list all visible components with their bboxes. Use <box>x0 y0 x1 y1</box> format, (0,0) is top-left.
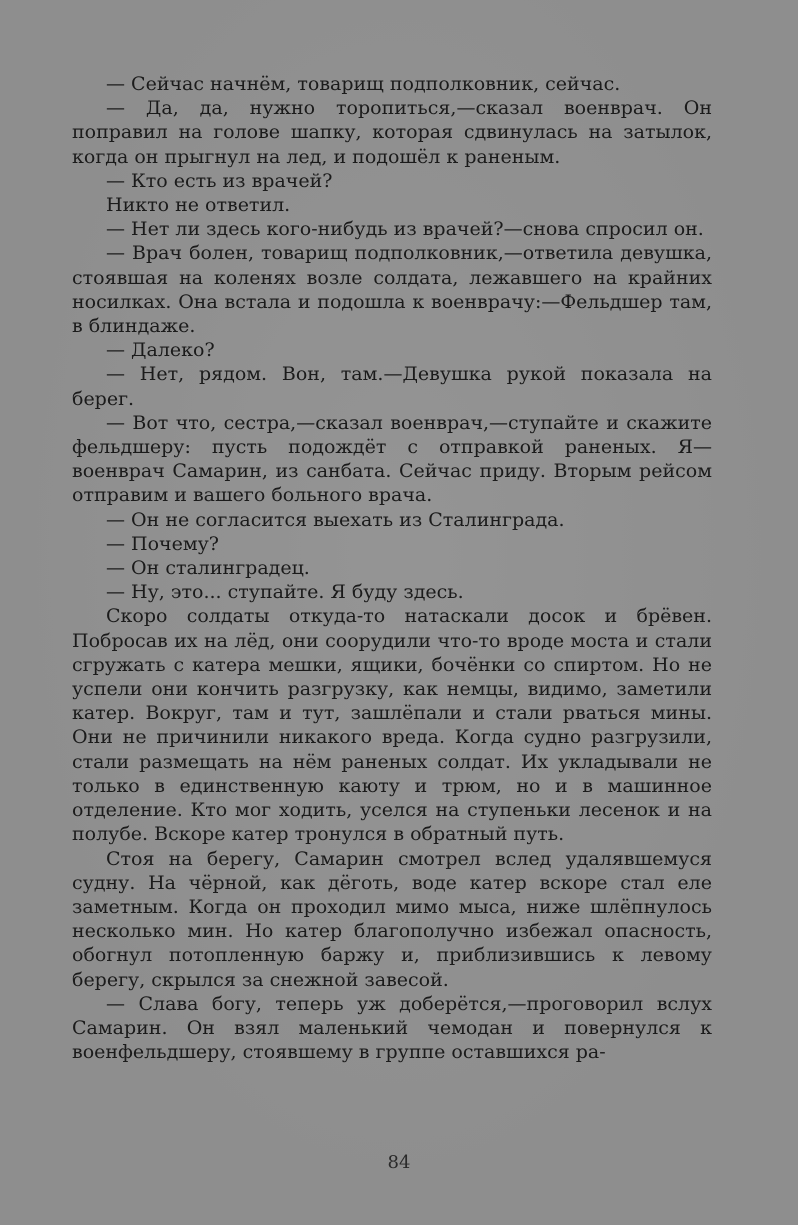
paragraph-4: Никто не ответил. <box>106 194 291 217</box>
paragraph-2: — Да, да, нужно торопиться,—сказал военврач. Он поправил на голове шапку, которая сдвинулась на затылок, когда он прыгнул на лед, и подошёл к раненым. <box>72 97 712 168</box>
paragraph-3: — Кто есть из врачей? <box>106 169 333 192</box>
page-number: 84 <box>387 1152 411 1173</box>
paragraph-9: — Вот что, сестра,—сказал военврач,—ступайте и скажите фельдшеру: пусть подождёт с отправкой раненых. Я—военврач Самарин, из санбата. Сейчас приду. Вторым рейсом отправим и вашего больного врача. <box>72 411 712 507</box>
paragraph-7: — Далеко? <box>106 339 215 362</box>
paragraph-11: — Почему? <box>106 532 219 555</box>
paragraph-5: — Нет ли здесь кого-нибудь из врачей?—снова спросил он. <box>106 218 704 241</box>
paragraph-6: — Врач болен, товарищ подполковник,—ответила девушка, стоявшая на коленях возле солдата, лежавшего на крайних носилках. Она встала и подошла к военврачу:—Фельдшер там, в блиндаже. <box>72 242 712 338</box>
paragraph-16: — Слава богу, теперь уж доберётся,—проговорил вслух Самарин. Он взял маленький чемодан и повернулся к военфельдшеру, стоявшему в группе оставшихся ра- <box>72 992 712 1064</box>
paragraph-10: — Он не согласится выехать из Сталинграда. <box>106 508 565 531</box>
paragraph-8: — Нет, рядом. Вон, там.—Девушка рукой показала на берег. <box>72 363 712 410</box>
page-text <box>72 72 712 1064</box>
paragraph-15: Стоя на берегу, Самарин смотрел вслед удалявшемуся судну. На чёрной, как дёготь, воде катер вскоре стал еле заметным. Когда он проходил мимо мыса, ниже шлёпнулось несколько мин. Но катер благополучно избежал опасность, обогнул потопленную баржу и, приблизившись к левому берегу, скрылся за снежной завесой. <box>72 847 712 991</box>
paragraph-12: — Он сталинградец. <box>106 557 310 580</box>
paragraph-14: Скоро солдаты откуда-то натаскали досок и брёвен. Побросав их на лёд, они соорудили что-то вроде моста и стали сгружать с катера мешки, ящики, бочёнки со спиртом. Но не успели они кончить разгрузку, как немцы, видимо, заметили катер. Вокруг, там и тут, зашлёпали и стали рваться мины. Они не причинили никакого вреда. Когда судно разгрузили, стали размещать на нём раненых солдат. Их укладывали не только в единственную каюту и трюм, но и в машинное отделение. Кто мог ходить, уселся на ступеньки лесенок и на полубе. Вскоре катер тронулся в обратный путь. <box>72 605 712 846</box>
paragraph-13: — Ну, это... ступайте. Я буду здесь. <box>106 581 464 604</box>
paragraph-1: — Сейчас начнём, товарищ подполковник, сейчас. <box>106 73 621 95</box>
